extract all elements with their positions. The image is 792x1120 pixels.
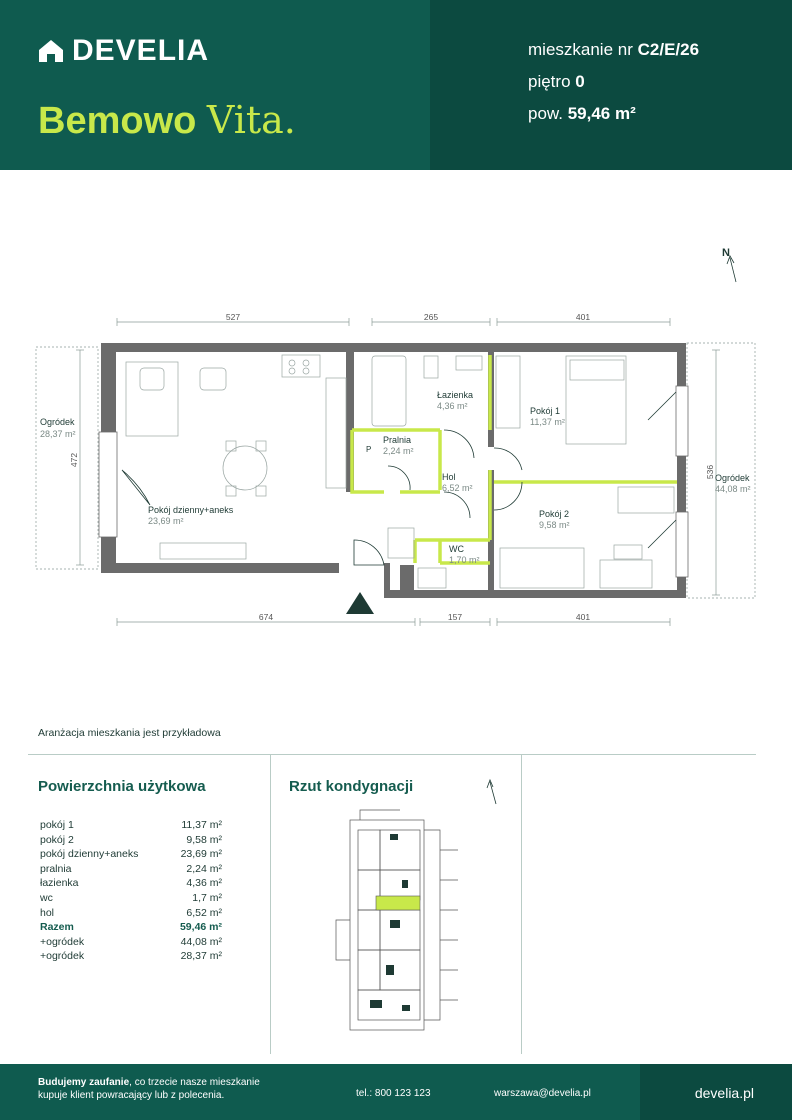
room-wc-area: 1,70 m² — [449, 555, 480, 565]
develia-logo[interactable] — [38, 34, 209, 68]
house-logo-icon — [38, 39, 64, 63]
dim-top-1: 527 — [225, 312, 241, 322]
footer-website-link[interactable]: develia.pl — [694, 1085, 754, 1101]
row-value: 59,46 m² — [179, 921, 222, 934]
table-row — [40, 862, 222, 877]
tagline-line2: kupuje klient powracający lub z polecenia. — [38, 1090, 225, 1101]
dimension-lines — [76, 318, 720, 626]
room-living-area: 23,69 m² — [148, 516, 184, 526]
row-value: 6,52 m² — [186, 906, 222, 919]
footer-phone[interactable]: tel.: 800 123 123 — [356, 1088, 431, 1099]
row-label: łazienka — [40, 877, 79, 890]
table-row — [40, 876, 222, 891]
row-label: Razem — [40, 921, 74, 934]
apartment-value: C2/E/26 — [637, 40, 700, 59]
table-row-total — [40, 920, 222, 935]
row-value: 1,7 m² — [192, 891, 222, 904]
dim-bottom-2: 157 — [447, 612, 463, 622]
floor-value: 0 — [575, 72, 585, 91]
header — [0, 0, 792, 170]
dim-left: 472 — [69, 452, 79, 468]
north-arrow-icon — [727, 256, 736, 282]
walls — [101, 343, 686, 598]
room-labels — [40, 390, 751, 565]
room-2-name: Pokój 2 — [539, 509, 570, 519]
tagline-bold: Budujemy zaufanie — [38, 1077, 130, 1088]
room-bathroom-name: Łazienka — [437, 390, 474, 400]
table-row — [40, 906, 222, 921]
project-name — [38, 98, 296, 143]
room-1-name: Pokój 1 — [530, 406, 561, 416]
footer-tagline — [38, 1076, 260, 1102]
header-shade — [430, 0, 792, 170]
project-name-main: Bemowo — [38, 100, 197, 142]
entrance-icon — [346, 592, 374, 614]
row-value: 4,36 m² — [186, 877, 222, 890]
row-label: pokój 2 — [40, 833, 74, 846]
dim-top-3: 401 — [575, 312, 591, 322]
floor-plan-title: Rzut kondygnacji — [289, 778, 414, 795]
row-label: pralnia — [40, 862, 72, 875]
room-2-area: 9,58 m² — [539, 520, 570, 530]
room-garden-right-area: 44,08 m² — [715, 484, 751, 494]
dim-right: 536 — [705, 464, 715, 480]
table-row — [40, 949, 222, 964]
room-garden-left-name: Ogródek — [40, 417, 75, 427]
floor-label: piętro — [528, 72, 571, 91]
row-label: pokój dzienny+aneks — [40, 848, 139, 861]
floor-plan — [0, 170, 792, 730]
room-bathroom-area: 4,36 m² — [437, 401, 468, 411]
row-label: +ogródek — [40, 935, 85, 948]
doors — [122, 392, 676, 565]
room-living-name: Pokój dzienny+aneks — [148, 505, 234, 515]
apartment-number — [528, 40, 699, 60]
table-row — [40, 891, 222, 906]
room-garden-left-area: 28,37 m² — [40, 429, 76, 439]
room-laundry-name: Pralnia — [383, 435, 412, 445]
project-name-suffix: Vita. — [206, 98, 296, 142]
north-label: N — [722, 247, 730, 259]
table-row — [40, 935, 222, 950]
row-value: 2,24 m² — [186, 862, 222, 875]
row-value: 11,37 m² — [181, 819, 222, 831]
usable-area-title: Powierzchnia użytkowa — [38, 778, 206, 795]
brand-name: DEVELIA — [72, 34, 210, 67]
wardrobe-mark: P — [366, 445, 372, 454]
row-label: +ogródek — [40, 950, 85, 963]
area-value: 59,46 m² — [567, 104, 636, 123]
row-label: wc — [40, 891, 53, 904]
dim-top-2: 265 — [423, 312, 439, 322]
column-divider-2 — [521, 754, 522, 1054]
row-label: hol — [40, 906, 55, 919]
apartment-area — [528, 104, 636, 124]
footer-email[interactable]: warszawa@develia.pl — [494, 1088, 591, 1099]
area-label: pow. — [528, 104, 563, 123]
section-divider — [28, 754, 756, 755]
row-value: 9,58 m² — [186, 833, 222, 846]
table-row — [40, 818, 222, 833]
apartment-label: mieszkanie nr — [528, 40, 633, 59]
row-value: 28,37 m² — [180, 950, 222, 963]
footer — [0, 1064, 792, 1120]
table-row — [40, 847, 222, 862]
room-1-area: 11,37 m² — [530, 417, 565, 427]
row-value: 44,08 m² — [180, 935, 222, 948]
usable-area-table — [40, 818, 222, 964]
tagline-rest: , co trzecie nasze mieszkanie — [129, 1077, 260, 1088]
room-garden-right-name: Ogródek — [715, 473, 750, 483]
room-wc-name: WC — [449, 544, 464, 554]
accent-walls — [352, 355, 677, 563]
row-label: pokój 1 — [40, 819, 74, 831]
room-laundry-area: 2,24 m² — [383, 446, 414, 456]
building-floor-plan — [330, 770, 510, 1050]
dim-bottom-3: 401 — [575, 612, 591, 622]
dim-bottom-1: 674 — [258, 612, 274, 622]
small-north-arrow-icon — [487, 780, 496, 804]
room-hall-name: Hol — [442, 472, 456, 482]
room-hall-area: 6,52 m² — [442, 483, 473, 493]
table-row — [40, 833, 222, 848]
layout-note: Aranżacja mieszkania jest przykładowa — [38, 727, 221, 739]
furniture — [126, 355, 674, 588]
row-value: 23,69 m² — [180, 848, 222, 861]
floor-number — [528, 72, 585, 92]
column-divider-1 — [270, 754, 271, 1054]
